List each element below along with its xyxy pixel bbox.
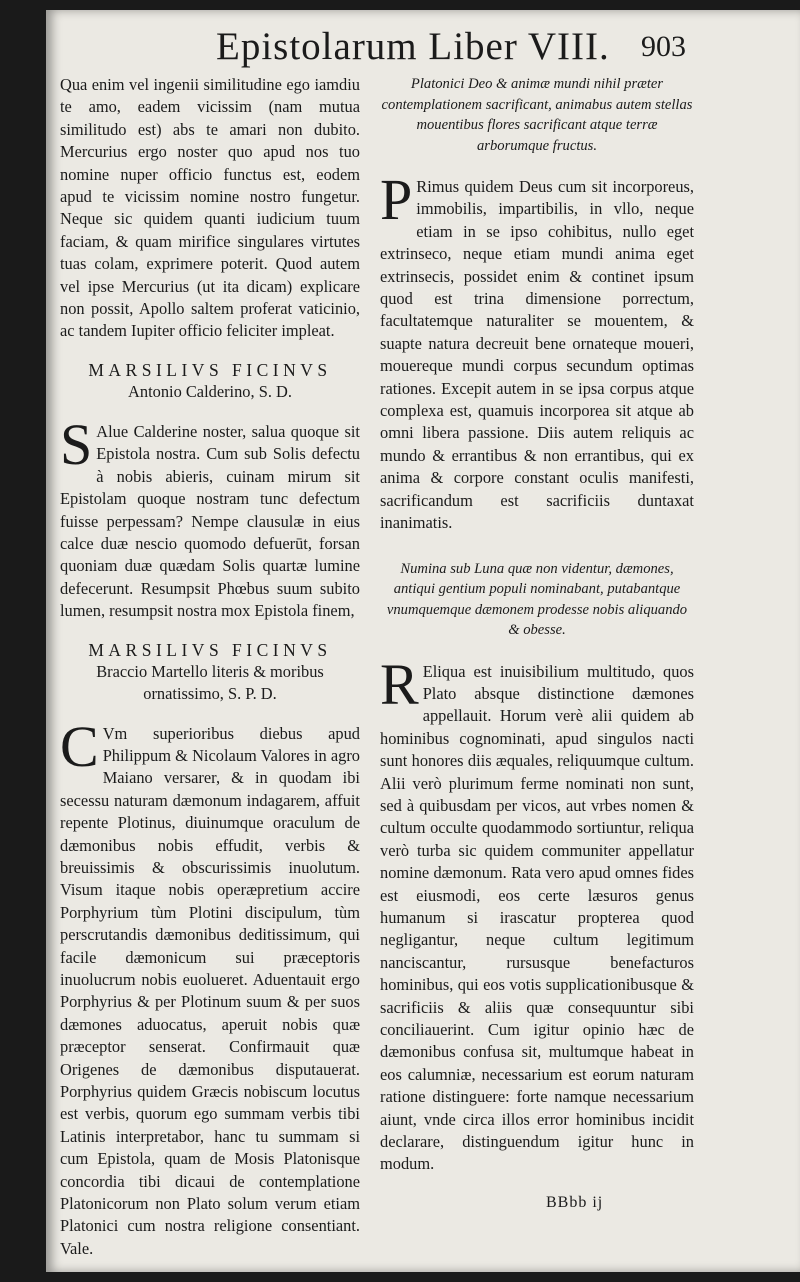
signature-mark: BBbb ij (546, 1194, 604, 1211)
paragraph-text: Vm superioribus diebus apud Philippum & Nicolaum Valores in agro Maiano versarer, & in quodam ibi secessu naturam dæmonum indagarem, affuit repente Plotinus, diuinumque oraculum de dæmonibus nobis effudit, verbis & breuissimis & obscurissimis inuolutum. Visum itaque nobis operæpretium accire Porphyrium tùm Plotini discipulum, tùm perscrutandis dæmonibus deditissimum, qui facile dæmonicum sui præceptoris inuolucrum nobis euolueret. Aduentauit ergo Porphyrius & per Plotinum suum & per suos dæmones aduocatus, aperuit nobis quæ præceptor senserat. Confirmauit quæ Origenes de dæmonibus disputauerat. Porphyrius quidem Græcis nobiscum locutus est verbis, quorum ego summam verbis tibi Latinis interpretabor, hanc tu summam si cum Epistola, quam de Mosis Platonisque concordia tibi dicaui de contemplatione Platonicorum non Plato solum verum etiam Platonici cum nostra religione consentiant. Vale. (60, 723, 360, 1258)
page-header (216, 24, 686, 74)
paragraph-text: Eliqua est inuisibilium multitudo, quos Plato absque distinctione dæmones appellauit. Horum verè alii quidem ab hominibus cognominati, apud singulos nacti sunt honores diis æquales, reliquumque cultum. Alii verò plurimum ferme nominati non sunt, sed à quibusdam per vicos, aut vrbes nomen & cultum occulte quodammodo sortiuntur, reliqua verò turba sic quidem communiter appellatur nomine dæmonum. Rata vero apud omnes fides est eiusmodi, eos certe læsuros genus humanum si irascatur propterea quod negligantur, neque cultum legitimum nanciscantur, rursusque benefacturos hominibus, qui eos votis supplicationibusque & sacrificiis & aliis quæ consequuntur sibi conciliauerint. Cum igitur opinio hæc de dæmonibus confusa sit, multumque habeat in eos calumniæ, necessarium est eorum naturam ratione distinguere: forte namque necessarium aiunt, vnde circa illos error hominibus incidit declarare, distinguendum igitur hunc in modum. (380, 661, 694, 1174)
paragraph-text: Alue Calderine noster, salua quoque sit Epistola nostra. Cum sub Solis defectu à nobis abieris, cuinam mirum sit Epistolam quoque nostram tunc defectum fuisse perpessam? Nempe clausulæ in eius calce duæ nescio quomodo defuerūt, forsan quoniam duæ quædam Solis quartæ lumine defecerunt. Resumpsit Phœbus suum subito lumen, resumpsit nostra mox Epistola finem, (60, 421, 360, 621)
letter-author: MARSILIVS FICINVS (88, 639, 332, 660)
treatise-paragraph (380, 651, 694, 1176)
right-column (380, 74, 694, 1176)
drop-cap: S (60, 411, 93, 477)
argument-heading: Platonici Deo & animæ mundi nihil præter contemplationem sacrificant, animabus autem stellas mouentibus flores sacrificant atque terræ arborumque fructus. (381, 76, 693, 154)
drop-cap: P (380, 167, 413, 232)
letter-paragraph: Qua enim vel ingenii similitudine ego iamdiu te amo, eadem vicissim (nam mutua similitudo est) abs te amari non dubito. Mercurius ergo noster quo apud nos tuo nomine nuper officio functus est, eodem apud te vicissim nomine nostro fungetur. Neque sic quidem quanti iudicium tuum faciam, & quam mirifice singulares virtutes tuas colam, exprimere poterit. Quod autem vel ipse Mercurius (ut ita dicam) explicare non possit, Apollo saltem proferat vaticinio, ac tandem Iupiter officio feliciter impleat. (60, 75, 360, 341)
letter-recipient: Antonio Calderino, S. D. (128, 381, 292, 401)
book-page (46, 10, 800, 1272)
letter-paragraph (60, 411, 360, 623)
drop-cap: C (60, 713, 99, 779)
drop-cap: R (380, 651, 419, 717)
page-number: 903 (641, 30, 686, 63)
left-column (60, 74, 360, 1260)
treatise-paragraph (380, 167, 694, 535)
letter-author: MARSILIVS FICINVS (88, 359, 332, 380)
argument-heading: Numina sub Luna quæ non videntur, dæmones, antiqui gentium populi nominabant, putabantque vnumquemque dæmonem prodesse nobis aliquando & obesse. (386, 560, 688, 638)
paragraph-text: Rimus quidem Deus cum sit incorporeus, immobilis, impartibilis, in vllo, neque etiam in se ipso cohibitus, nullo eget extrinseco, neque etiam mundi anima eget extrinsecis, possidet enim & continet ipsum quod est trina dimensione porrectum, facultatemque naturaliter se mouentem, & suapte natura decreuit bene ornateque moueri, mouereque mundi corpus secundum optimas rationes. Excepit autem in se ipsa corpus atque complexa est, quamuis incorporea sit atque ab omni libera passione. Diis autem reliquis ac mundo & errantibus & non errantibus, qui ex anima & corpore constant oculis manifesti, sacrificandum est sacrificiis duntaxat inanimatis. (380, 177, 694, 533)
letter-paragraph (60, 713, 360, 1261)
letter-recipient: Braccio Martello literis & moribus ornatissimo, S. P. D. (96, 661, 324, 703)
running-title: Epistolarum Liber VIII. (216, 25, 610, 68)
